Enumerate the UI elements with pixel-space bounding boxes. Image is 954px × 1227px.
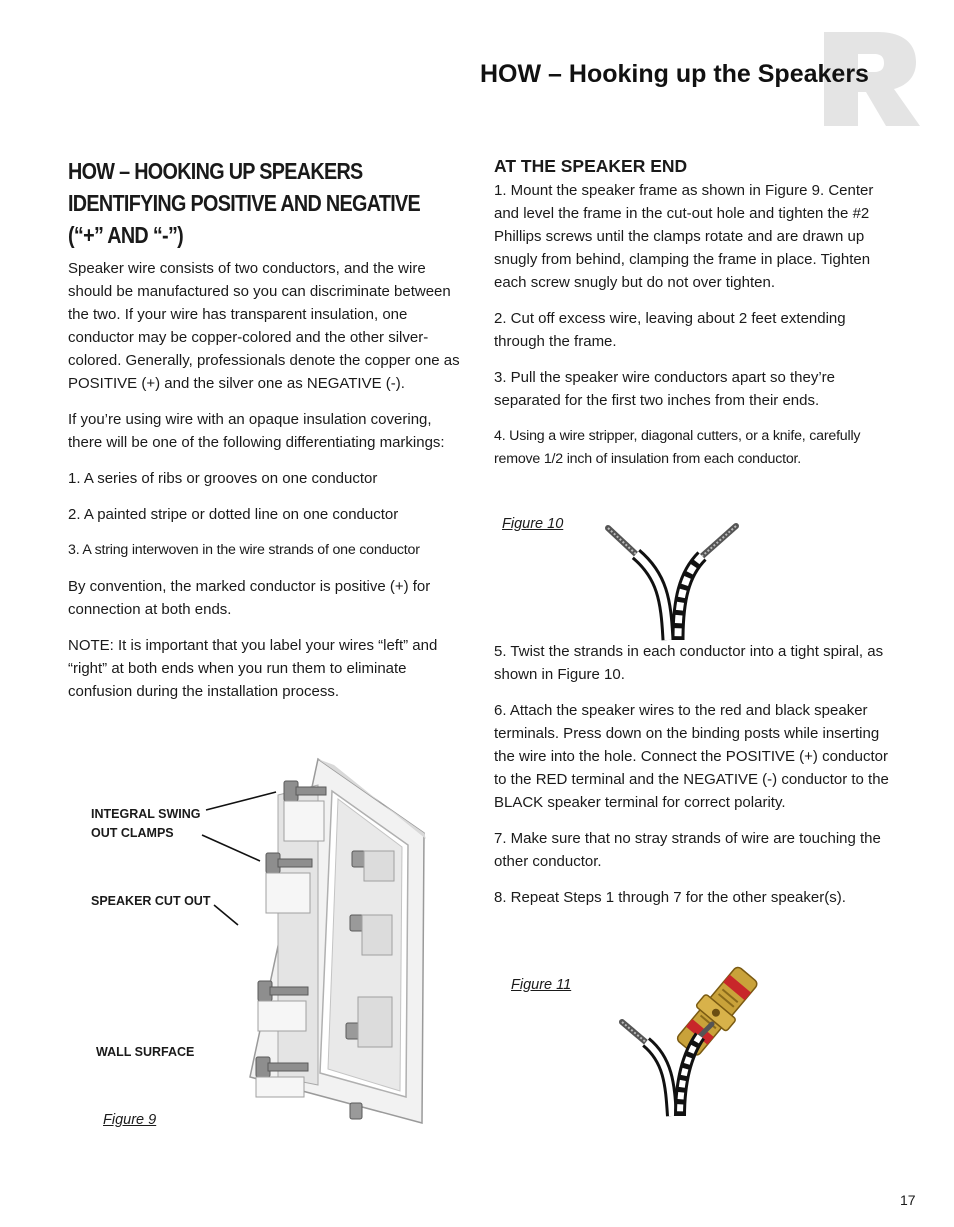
paragraph: Speaker wire consists of two conductors, and the wire should be manufactured so you can discriminate between the two. If your wire has transparent insulation, one conductor may be copper-colored and the other silver-colored. Generally, professionals denote the copper one as POSITIVE (+) and the silver one as NEGATIVE (-). (68, 260, 460, 392)
step-7: 7. Make sure that no stray strands of wire are touching the other conductor. (494, 830, 881, 870)
list-item: 2. A painted stripe or dotted line on one conductor (68, 506, 399, 523)
list-item: 1. A series of ribs or grooves on one conductor (68, 470, 378, 487)
right-column-continued (494, 640, 890, 922)
heading-line: (“+” AND “-”) (68, 222, 184, 248)
step-6: 6. Attach the speaker wires to the red and black speaker terminals. Press down on the binding posts while inserting the wire into the hole. Connect the POSITIVE (+) conductor to the RED terminal and the NEGATIVE (-) conductor to the BLACK speaker terminal for correct polarity. (494, 702, 889, 811)
paragraph: If you’re using wire with an opaque insulation covering, there will be one of the following differentiating markings: (68, 411, 445, 451)
left-column (68, 155, 460, 716)
callout-clamps-line1: INTEGRAL SWING (91, 807, 201, 821)
step-2: 2. Cut off excess wire, leaving about 2 feet extending through the frame. (494, 310, 846, 350)
step-8: 8. Repeat Steps 1 through 7 for the other speaker(s). (494, 889, 846, 906)
heading-line: IDENTIFYING POSITIVE AND NEGATIVE (68, 190, 421, 216)
figure-11-terminal-illustration (614, 960, 764, 1118)
step-3: 3. Pull the speaker wire conductors apart so they’re separated for the first two inches from their ends. (494, 369, 836, 409)
note-paragraph: NOTE: It is important that you label your wires “left” and “right” at both ends when you run them to eliminate confusion during the installation process. (68, 637, 438, 700)
paragraph: By convention, the marked conductor is positive (+) for connection at both ends. (68, 578, 431, 618)
right-column (494, 155, 890, 484)
list-item: 3. A string interwoven in the wire strands of one conductor (68, 542, 420, 558)
figure-10-label: Figure 10 (502, 516, 564, 532)
section-heading (68, 155, 464, 251)
figure-9-label: Figure 9 (103, 1112, 157, 1128)
figure-10-wire-illustration (600, 520, 745, 642)
figure-9-speaker-frame-illustration (200, 755, 430, 1130)
page-title: HOW – Hooking up the Speakers (480, 60, 869, 88)
heading-line: HOW – HOOKING UP SPEAKERS (68, 158, 363, 184)
callout-wall-surface: WALL SURFACE (96, 1045, 195, 1059)
callout-cutout: SPEAKER CUT OUT (91, 894, 211, 908)
callout-clamps-line2: OUT CLAMPS (91, 826, 174, 840)
step-1: 1. Mount the speaker frame as shown in Figure 9. Center and level the frame in the cut-out hole and tighten the #2 Phillips screws until the clamps rotate and are drawn up snugly from behind, clamping the frame in place. Tighten each screw snugly but do not over tighten. (494, 182, 874, 291)
step-4: 4. Using a wire stripper, diagonal cutters, or a knife, carefully remove 1/2 inch of insulation from each conductor. (494, 428, 861, 467)
page-number: 17 (900, 1192, 916, 1208)
subheading-speaker-end: AT THE SPEAKER END (494, 156, 688, 176)
step-5: 5. Twist the strands in each conductor into a tight spiral, as shown in Figure 10. (494, 643, 884, 683)
figure-11-label: Figure 11 (511, 977, 572, 993)
